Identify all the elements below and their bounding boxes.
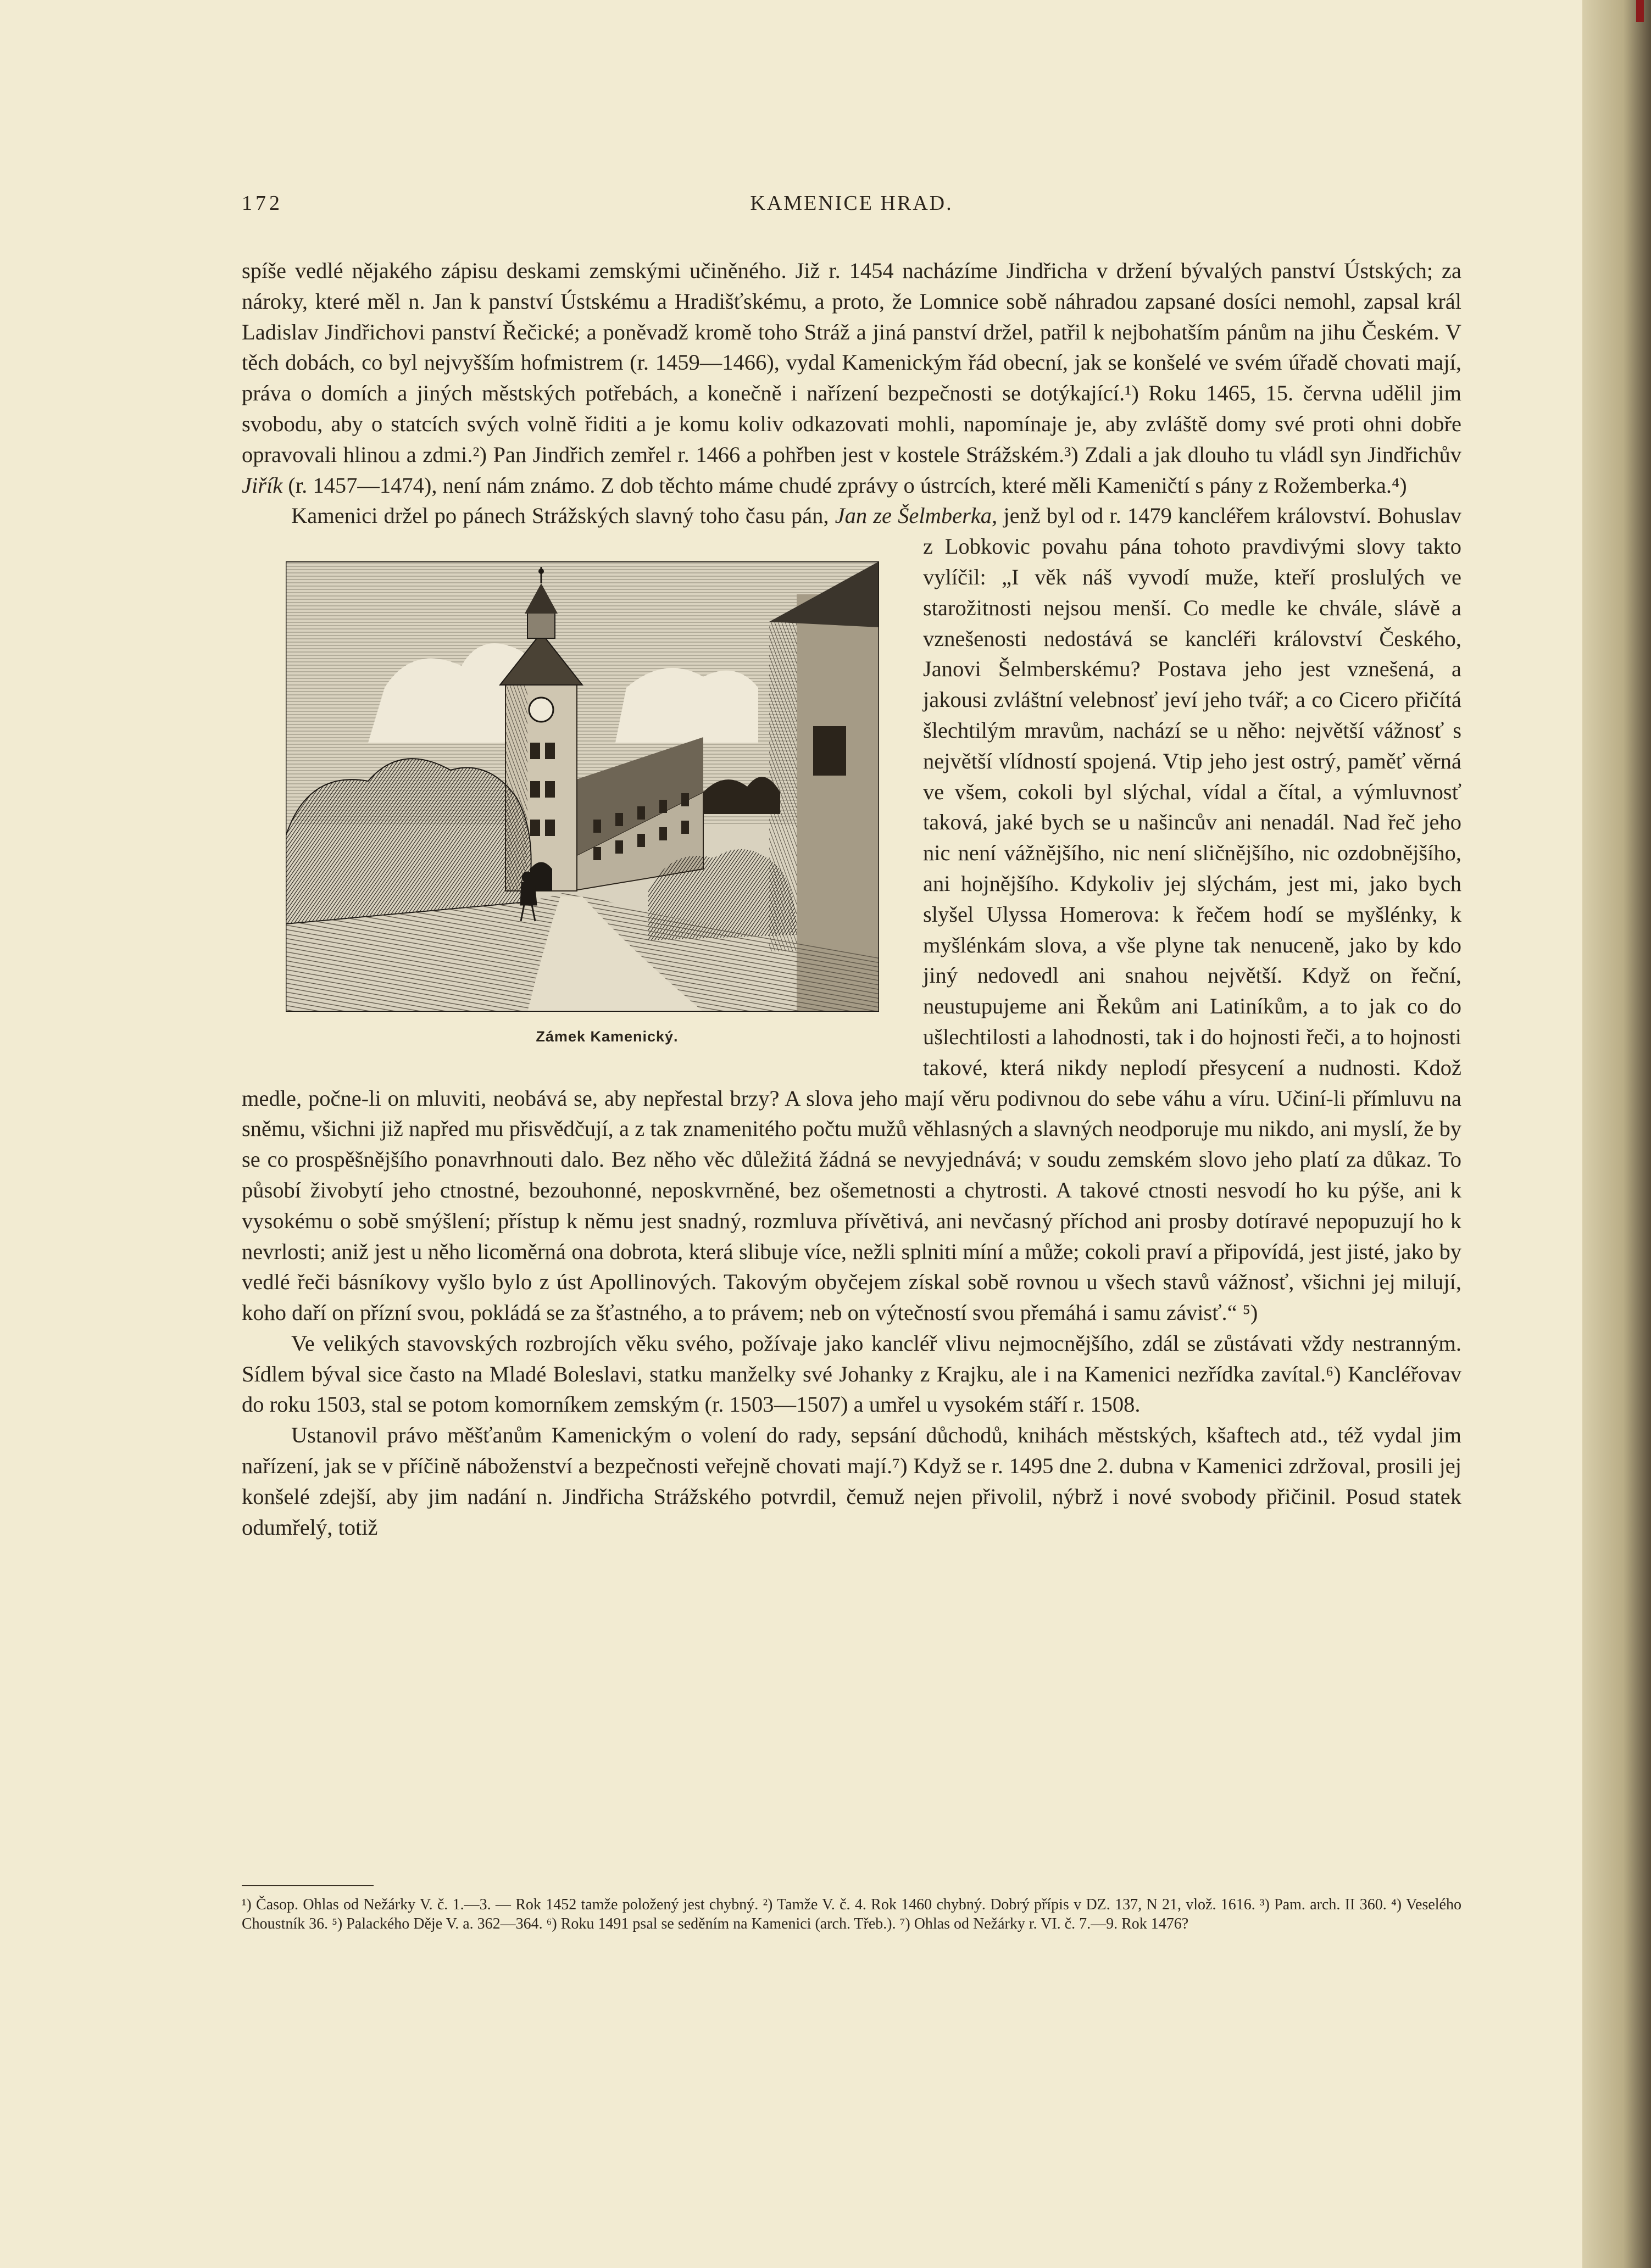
name-jan-ze-selmberka: Jan ze Šelmberka, — [835, 503, 998, 528]
bookmark-edge — [1636, 0, 1644, 22]
castle-engraving — [286, 561, 879, 1012]
main-text — [242, 255, 1461, 1542]
page-header — [242, 191, 1461, 224]
paragraph-2 — [242, 500, 1461, 1328]
name-jirik: Jiřík — [242, 472, 283, 498]
running-head: KAMENICE HRAD. — [750, 192, 953, 215]
paragraph-1 — [242, 255, 1461, 500]
footnotes: ¹) Časop. Ohlas od Nežárky V. č. 1.—3. — Rok 1452 tamže položený jest chybný. ²) Tamže V. č. 4. Rok 1460 chybný. Dobrý přípis v DZ. 137, N 21, vlož. 1616. ³) Pam. arch. II 360. ⁴) Veselého Choustník 36. ⁵) Palackého Děje V. a. 362—364. ⁶) Roku 1491 psal se seděním na Kamenici (arch. Třeb.). ⁷) Ohlas od Nežárky r. VI. č. 7.—9. Rok 1476? — [242, 1896, 1461, 1932]
paragraph-4: Ustanovil právo měšťanům Kamenickým o volení do rady, sepsání důchodů, knihách městských, kšaftech atd., též vydal jim nařízení, jak se v příčině náboženství a bezpečnosti veřejně chovati mají.⁷) Když se r. 1495 dne 2. dubna v Kamenici zdržoval, prosili jej konšelé zdejší, aby jim nadání n. Jindřicha Strážského potvrdil, čemuž nejen přivolil, nýbrž i nové svobody přičinil. Posud statek odumřelý, totiž — [242, 1423, 1461, 1540]
paragraph-3: Ve velikých stavovských rozbrojích věku svého, požívaje jako kancléř vlivu nejmocnějšího, zdál se zůstávati vždy nestranným. Sídlem býval sice často na Mladé Boleslavi, statku manželky své Johanky z Krajku, ale i na Kamenici nezřídka zavítal.⁶) Kancléřovav do roku 1503, stal se potom komorníkem zemským (r. 1503—1507) a umřel u vysokém stáří r. 1508. — [242, 1330, 1461, 1417]
page-number: 172 — [242, 192, 283, 215]
paragraph-2-body: jenž byl od r. 1479 kancléřem království. Bohuslav z Lobkovic povahu pána tohoto pravdivými slovy takto vylíčil: „I věk náš vyvodí muže, kteří proslulých ve starožitnosti nejsou menší. Co medle ke chvále, slávě a vznešenosti nedostává se kancléři království Českého, Janovi Šelmberskému? Postava jeho jest vznešená, a jakousi zvláštní velebnosť jeví jeho tvář; a co Cicero přičítá šlechtilým mravům, nachází se u něho: největší vážnosť s největší vlídností spojená. Vtip jeho jest ostrý, paměť věrná ve všem, cokoli byl slýchal, vídal a čítal, a výmluvnosť taková, jaké bych se u našincův ani nenadál. Nad řeč jeho nic není vážnějšího, nic není sličnějšího, nic ozdobnějšího, ani hojnějšího. Kdykoliv jej slýchám, jest mi, jako bych slyšel Ulyssa Homerova: k řečem hodí se myšlénky, k myšlénkám slova, a vše plyne tak nenuceně, jako by kdo jiný nedovedl ani snahou největší. Když on řeční, neustupujeme ani Řekům ani Latiníkům, a to jak co do ušlechtilosti a lahodnosti, tak i do hojnosti řeči, a to hojnosti takové, která nikdy neplodí přesycení a nudnosti. Kdož medle, počne-li on mluviti, neobává se, aby nepřestal brzy? A slova jeho mají věru podivnou do sebe váhu a víru. Učiní-li přímluvu na sněmu, všichni již napřed mu přisvědčují, a z tak znamenitého počtu mužů věhlasných a slavných neodporuje mu nikdo, ani myslí, že by se co prospěšnějšího ponavrhnouti dalo. Bez něho věc důležitá žádná se nevyjednává; v soudu zemském slovo jeho platí za důkaz. To působí živobytí jeho ctnostné, bezouhonné, neposkvrněné, bez ošemetnosti a chytrosti. A takové ctnosti nesvodí ho ku pýše, ani k vysokému o sobě smýšlení; přístup k němu jest snadný, rozmluva přívětivá, ani nevčasný příchod ani prosby dotíravé nepopuzují ho k nevrlosti; aniž jest u něho licoměrná ona dobrota, která slibuje více, nežli splniti míní a může; cokoli praví a připovídá, jest jisté, jako by vedlé řeči básníkovy vyšlo bylo z úst Apollinových. Takovým obyčejem získal sobě rovnou u všech stavů vážnosť, všichni jej milují, koho daří on přízní svou, pokládá se za šťastného, a to právem; neb on výtečností svou přemáhá i samu závisť.“ ⁵) — [242, 503, 1461, 1325]
footnote-rule — [242, 1885, 374, 1886]
paragraph-2-start: Kamenici držel po pánech Strážských slavný toho času pán, — [291, 503, 829, 528]
page-edge — [1582, 0, 1651, 2268]
figure-caption: Zámek Kamenický. — [536, 1028, 679, 1045]
paragraph-1-text: spíše vedlé nějakého zápisu deskami zemskými učiněného. Již r. 1454 nacházíme Jindřicha v držení bývalých panství Ústských; za nároky, které měl n. Jan k panství Ústskému a Hradišťskému, a proto, že Lomnice sobě náhradou zapsané dosíci nemohl, zapsal král Ladislav Jindřichovi panství Řečické; a poněvadž kromě toho Stráž a jiná panství držel, patřil k nejbohatším pánům na jihu Českém. V těch dobách, co byl nejvyšším hofmistrem (r. 1459—1466), vydal Kamenickým řád obecní, jak se konšelé ve svém úřadě chovati mají, práva o domích a jiných městských potřebách, a konečně i nařízení bezpečnosti se dotýkající.¹) Roku 1465, 15. června udělil jim svobodu, aby o statcích svých volně řiditi a je komu koliv odkazovati mohli, napomínaje je, aby zvláště domy své proti ohni dobře opravovali hlinou a zdmi.²) Pan Jindřich zemřel r. 1466 a pohřben jest v kostele Strážském.³) Zdali a jak dlouho tu vládl syn Jindřichův — [242, 258, 1461, 467]
figure — [266, 561, 898, 1052]
paragraph-1-end: (r. 1457—1474), není nám známo. Z dob těchto máme chudé zprávy o ústrcích, které měli Kameničtí s pány z Rožemberka.⁴) — [288, 472, 1407, 498]
